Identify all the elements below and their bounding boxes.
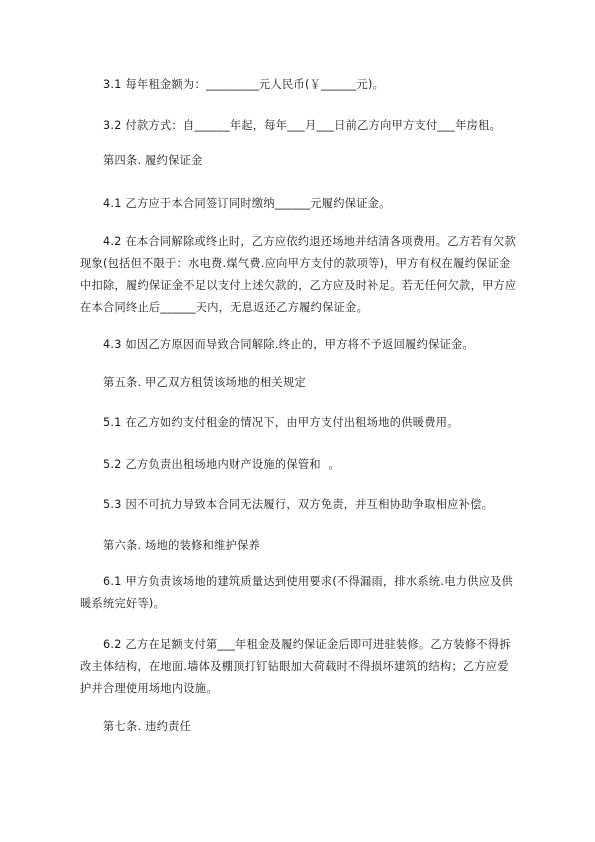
clause-6-1: 6.1 甲方负责该场地的建筑质量达到使用要求(不得漏雨，排水系统.电力供应及供暖系统完好等)。 bbox=[80, 575, 514, 610]
clause-5-2: 5.2 乙方负责出租场地内财产设施的保管和 。 bbox=[103, 458, 341, 471]
clause-4-2: 4.2 在本合同解除或终止时，乙方应依约退还场地并结清各项费用。乙方若有欠款现象(包括但不限于：水电费.煤气费.应向甲方支付的款项等)，甲方有权在履约保证金中扣除，履约保证金不足以支付上述欠款的，乙方应及时补足。若无任何欠款，甲方应在本合同终止后______天内，无息返还乙方履约保证金。 bbox=[80, 235, 517, 314]
article-5-heading: 第五条. 甲乙双方租赁该场地的相关规定 bbox=[103, 376, 307, 389]
clause-5-3: 5.3 因不可抗力导致本合同无法履行，双方免责，并互相协助争取相应补偿。 bbox=[103, 498, 494, 511]
article-7-heading: 第七条. 违约责任 bbox=[103, 720, 192, 733]
article-6-heading: 第六条. 场地的装修和维护保养 bbox=[103, 539, 261, 552]
clause-4-3: 4.3 如因乙方原因而导致合同解除.终止的，甲方将不予返回履约保证金。 bbox=[103, 338, 475, 351]
article-4-heading: 第四条. 履约保证金 bbox=[103, 154, 203, 167]
clause-6-2: 6.2 乙方在足额支付第___年租金及履约保证金后即可进驻装修。乙方装修不得拆改主体结构，在地面.墙体及棚顶打钉钻眼加大荷载时不得损坏建筑的结构；乙方应爱护并合理使用场地内设施。 bbox=[80, 638, 511, 695]
clause-3-1: 3.1 每年租金额为：_________元人民币(￥______元)。 bbox=[103, 78, 385, 91]
clause-3-2: 3.2 付款方式：自______年起，每年___月___日前乙方向甲方支付___年房租。 bbox=[103, 119, 502, 132]
clause-4-1: 4.1 乙方应于本合同签订同时缴纳______元履约保证金。 bbox=[103, 197, 391, 210]
clause-5-1: 5.1 在乙方如约支付租金的情况下，由甲方支付出租场地的供暖费用。 bbox=[103, 416, 459, 429]
